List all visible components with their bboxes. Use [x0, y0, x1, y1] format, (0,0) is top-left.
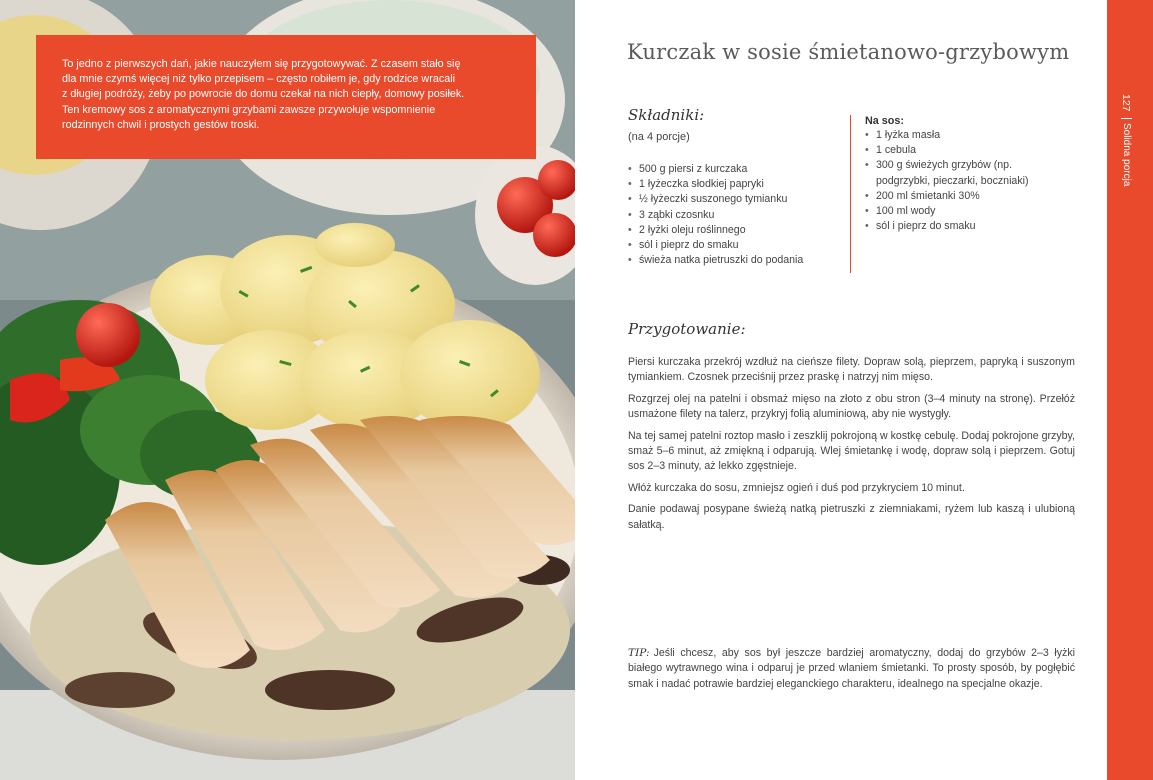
intro-line: dla mnie czymś więcej niż tylko przepisem – często robiłem je, gdy rodzice wracali	[62, 73, 456, 86]
recipe-title: Kurczak w sosie śmietanowo-grzybowym	[627, 40, 1070, 64]
tip-text: Jeśli chcesz, aby sos był jeszcze bardziej aromatyczny, dodaj do grzybów 2–3 łyżki białego wytrawnego wina i odparuj je przed wlaniem śmietanki. To prosty sposób, by pogłębić smak i nadać potrawie bardziej eleganckiego charakteru, idealnego na specjalne okazje.	[628, 647, 1075, 690]
main-ingredients-list	[628, 162, 838, 268]
ingredient-item: • sól i pieprz do smaku	[628, 238, 838, 253]
ingredients-heading: Składniki:	[628, 106, 705, 124]
tip-label: TIP:	[628, 647, 650, 659]
intro-line: To jedno z pierwszych dań, jakie nauczyłem się przygotowywać. Z czasem stało się	[62, 58, 461, 70]
sauce-ingredient-item: • 1 cebula	[865, 143, 1055, 158]
tip-box	[628, 646, 1075, 692]
sauce-ingredient-item: • 100 ml wody	[865, 204, 1055, 219]
ingredient-item: • 3 ząbki czosnku	[628, 208, 838, 223]
page-number: 127	[1120, 94, 1132, 112]
ingredient-item: • 500 g piersi z kurczaka	[628, 162, 838, 177]
ingredient-item: • świeża natka pietruszki do podania	[628, 253, 838, 268]
ingredient-item: • ½ łyżeczki suszonego tymianku	[628, 192, 838, 207]
section-name: Solidna porcja	[1121, 118, 1132, 186]
dish-photo	[0, 0, 575, 780]
intro-line: z długiej podróży, żeby po powrocie do domu czekał na nich ciepły, domowy posiłek.	[62, 88, 465, 101]
side-tab-text	[1120, 94, 1132, 187]
sauce-block	[850, 115, 1070, 273]
intro-line: Ten kremowy sos z aromatycznymi grzybami zawsze przywołuje wspomnienie	[62, 103, 436, 116]
intro-text	[62, 57, 512, 133]
intro-box	[36, 35, 536, 159]
step-paragraph: Włóż kurczaka do sosu, zmniejsz ogień i duś pod przykryciem 10 minut.	[628, 481, 965, 494]
step-paragraph: Rozgrzej olej na patelni i obsmaż mięso na złoto z obu stron (3–4 minuty na stronę). Przełóż usmażone filety na talerz, przykryj folią aluminiową, aby nie wystygły.	[628, 392, 1075, 421]
intro-line: rodzinnych chwil i prostych gestów troski.	[62, 118, 260, 131]
sauce-ingredient-item: • 1 łyżka masła	[865, 128, 1055, 143]
step-paragraph: Piersi kurczaka przekrój wzdłuż na cieńsze filety. Dopraw solą, pieprzem, papryką i suszonym tymiankiem. Czosnek przeciśnij przez praskę i natrzyj nim mięso.	[628, 356, 1075, 384]
step-paragraph: Danie podawaj posypane świeżą natką pietruszki z ziemniakami, ryżem lub kaszą i ulubioną sałatką.	[628, 503, 1075, 531]
preparation-heading: Przygotowanie:	[628, 320, 746, 338]
ingredient-item: • 1 łyżeczka słodkiej papryki	[628, 177, 838, 192]
preparation-steps	[628, 355, 1075, 539]
sauce-title: Na sos:	[865, 115, 905, 127]
servings: (na 4 porcje)	[628, 131, 690, 143]
sauce-ingredient-item: • sól i pieprz do smaku	[865, 219, 1055, 234]
sauce-ingredients-list	[865, 128, 1055, 234]
sauce-ingredient-item: • 200 ml śmietanki 30%	[865, 189, 1055, 204]
ingredient-item: • 2 łyżki oleju roślinnego	[628, 223, 838, 238]
step-paragraph: Na tej samej patelni roztop masło i zeszklij pokrojoną w kostkę cebulę. Dodaj pokrojone grzyby, smaż 5–6 minut, aż zmiękną i odparują. Wlej śmietankę i wodę, dopraw solą i pieprzem. Gotuj sos 2–3 minuty, aż lekko zgęstnieje.	[628, 429, 1075, 473]
sauce-ingredient-item: • 300 g świeżych grzybów (np. podgrzybki, pieczarki, boczniaki)	[865, 158, 1055, 188]
